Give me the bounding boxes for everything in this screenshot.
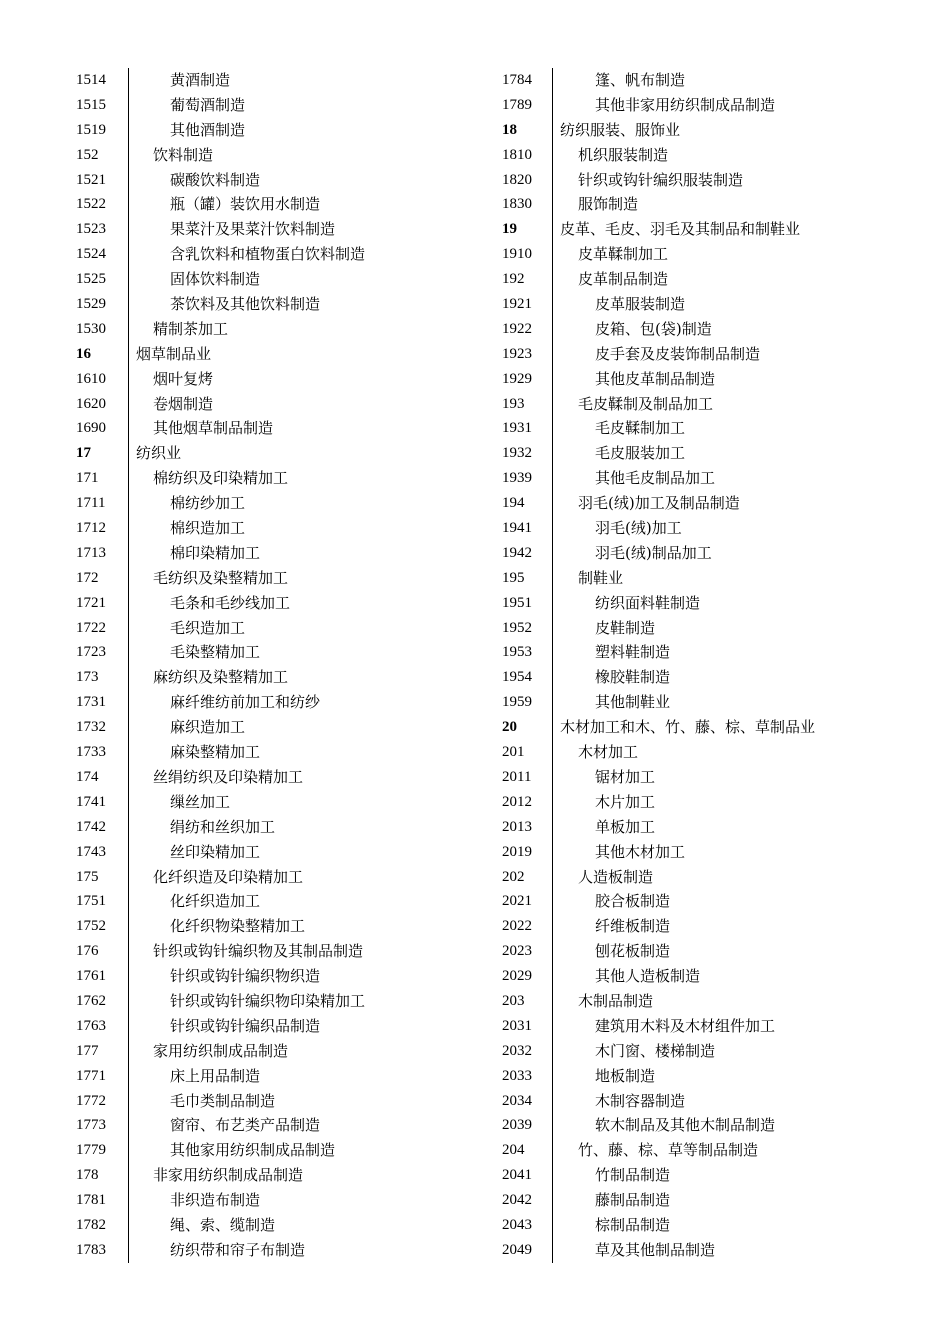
table-row: [70, 690, 490, 715]
industry-name: 胶合板制造: [595, 892, 671, 911]
industry-code: 1921: [502, 296, 532, 313]
industry-code: 195: [502, 569, 525, 586]
table-row: [496, 1089, 916, 1114]
table-row: [496, 516, 916, 541]
industry-name: 棉纺织及印染精加工: [153, 469, 289, 488]
industry-name: 烟草制品业: [136, 344, 212, 363]
table-row: [70, 118, 490, 143]
table-row: [496, 1238, 916, 1263]
industry-name: 绢纺和丝织加工: [170, 817, 276, 836]
industry-name: 皮革服装制造: [595, 295, 686, 314]
industry-code: 1763: [76, 1017, 106, 1034]
industry-name: 锯材加工: [595, 767, 656, 786]
industry-name: 烟叶复烤: [153, 369, 214, 388]
industry-code: 202: [502, 868, 525, 885]
industry-code: 1952: [502, 619, 532, 636]
industry-code: 1959: [502, 694, 532, 711]
table-row: [70, 242, 490, 267]
industry-code: 178: [76, 1167, 99, 1184]
industry-name: 皮箱、包(袋)制造: [595, 319, 712, 338]
table-row: [70, 1138, 490, 1163]
industry-code: 1721: [76, 594, 106, 611]
industry-name: 棕制品制造: [595, 1215, 671, 1234]
industry-code: 1711: [76, 495, 106, 512]
industry-code: 1514: [76, 72, 106, 88]
industry-code: 1741: [76, 793, 106, 810]
industry-name: 茶饮料及其他饮料制造: [170, 295, 321, 314]
industry-code: 171: [76, 470, 99, 487]
table-row: [70, 267, 490, 292]
industry-code: 1941: [502, 520, 532, 537]
industry-code: 176: [76, 943, 99, 960]
table-row: [496, 616, 916, 641]
industry-name: 绳、索、缆制造: [170, 1215, 276, 1234]
table-row: [70, 1014, 490, 1039]
table-row: [496, 342, 916, 367]
industry-name: 麻染整精加工: [170, 743, 261, 762]
industry-code: 1525: [76, 271, 106, 288]
industry-code: 2043: [502, 1216, 532, 1233]
industry-name: 木门窗、楼梯制造: [595, 1041, 716, 1060]
industry-code: 1810: [502, 146, 532, 163]
industry-name: 其他制鞋业: [595, 693, 671, 712]
industry-name: 纺织面料鞋制造: [595, 593, 701, 612]
table-row: [70, 591, 490, 616]
industry-name: 木材加工: [578, 743, 639, 762]
industry-code: 2019: [502, 843, 532, 860]
industry-code: 16: [76, 345, 91, 362]
table-row: [70, 640, 490, 665]
table-row: [70, 143, 490, 168]
industry-code: 201: [502, 744, 525, 761]
industry-code: 173: [76, 669, 99, 686]
industry-name: 化纤织造及印染精加工: [153, 867, 304, 886]
table-row: [70, 939, 490, 964]
industry-code: 2049: [502, 1241, 532, 1258]
industry-name: 皮革、毛皮、羽毛及其制品和制鞋业: [560, 220, 801, 239]
industry-code: 1910: [502, 246, 532, 263]
table-row: [70, 790, 490, 815]
industry-code: 1743: [76, 843, 106, 860]
table-row: [496, 964, 916, 989]
industry-code: 152: [76, 146, 99, 163]
industry-code: 1951: [502, 594, 532, 611]
industry-name: 麻织造加工: [170, 718, 246, 737]
table-row: [496, 989, 916, 1014]
table-row: [70, 491, 490, 516]
industry-code: 1781: [76, 1192, 106, 1209]
industry-name: 丝绢纺织及印染精加工: [153, 767, 304, 786]
industry-code: 1942: [502, 544, 532, 561]
industry-name: 羽毛(绒)加工: [595, 519, 682, 538]
industry-name: 纺织带和帘子布制造: [170, 1240, 306, 1259]
industry-code: 1732: [76, 719, 106, 736]
right-rows: [496, 68, 916, 1263]
industry-code: 2021: [502, 893, 532, 910]
industry-name: 饮料制造: [153, 145, 214, 164]
industry-name: 服饰制造: [578, 195, 639, 214]
table-row: [496, 466, 916, 491]
industry-name: 毛皮鞣制加工: [595, 419, 686, 438]
industry-code: 1690: [76, 420, 106, 437]
table-row: [70, 1064, 490, 1089]
industry-code: 1830: [502, 196, 532, 213]
industry-name: 人造板制造: [578, 867, 654, 886]
table-row: [496, 217, 916, 242]
industry-code: 2041: [502, 1167, 532, 1184]
industry-code: 1713: [76, 544, 106, 561]
table-row: [496, 416, 916, 441]
industry-name: 针织或钩针编织服装制造: [578, 170, 744, 189]
industry-code: 1530: [76, 320, 106, 337]
industry-name: 麻纤维纺前加工和纺纱: [170, 693, 321, 712]
industry-name: 卷烟制造: [153, 394, 214, 413]
industry-name: 竹制品制造: [595, 1166, 671, 1185]
industry-code: 1954: [502, 669, 532, 686]
industry-code: 1742: [76, 818, 106, 835]
industry-code: 1523: [76, 221, 106, 238]
industry-code: 1820: [502, 171, 532, 188]
table-row: [496, 889, 916, 914]
industry-code: 1722: [76, 619, 106, 636]
industry-code: 2031: [502, 1017, 532, 1034]
industry-code: 1931: [502, 420, 532, 437]
industry-code: 2029: [502, 968, 532, 985]
industry-name: 化纤织物染整精加工: [170, 917, 306, 936]
table-row: [496, 790, 916, 815]
table-row: [70, 1113, 490, 1138]
industry-code: 2042: [502, 1192, 532, 1209]
industry-name: 固体饮料制造: [170, 270, 261, 289]
industry-code: 1782: [76, 1216, 106, 1233]
table-row: [496, 765, 916, 790]
table-row: [70, 541, 490, 566]
industry-code: 1529: [76, 296, 106, 313]
industry-name: 纤维板制造: [595, 917, 671, 936]
industry-name: 碳酸饮料制造: [170, 170, 261, 189]
industry-name: 窗帘、布艺类产品制造: [170, 1116, 321, 1135]
industry-name: 皮革鞣制加工: [578, 245, 669, 264]
table-row: [496, 815, 916, 840]
table-row: [496, 566, 916, 591]
industry-code: 193: [502, 395, 525, 412]
industry-code: 1519: [76, 121, 106, 138]
industry-name: 木片加工: [595, 792, 656, 811]
industry-name: 纺织业: [136, 444, 182, 463]
table-row: [496, 740, 916, 765]
industry-code: 18: [502, 121, 517, 138]
industry-name: 毛染整精加工: [170, 643, 261, 662]
industry-name: 皮革制品制造: [578, 270, 669, 289]
industry-name: 其他皮革制品制造: [595, 369, 716, 388]
industry-name: 家用纺织制成品制造: [153, 1041, 289, 1060]
table-row: [70, 93, 490, 118]
table-row: [496, 690, 916, 715]
industry-code: 2013: [502, 818, 532, 835]
table-row: [70, 964, 490, 989]
industry-code: 1939: [502, 470, 532, 487]
industry-code: 1723: [76, 644, 106, 661]
table-row: [70, 865, 490, 890]
industry-code: 2012: [502, 793, 532, 810]
industry-code: 2039: [502, 1117, 532, 1134]
industry-code: 1521: [76, 171, 106, 188]
industry-code: 194: [502, 495, 525, 512]
table-row: [70, 416, 490, 441]
table-row: [70, 516, 490, 541]
industry-code: 1751: [76, 893, 106, 910]
industry-name: 机织服装制造: [578, 145, 669, 164]
table-row: [496, 591, 916, 616]
industry-name: 精制茶加工: [153, 319, 229, 338]
table-row: [70, 466, 490, 491]
table-row: [70, 217, 490, 242]
industry-name: 果菜汁及果菜汁饮料制造: [170, 220, 336, 239]
industry-code: 177: [76, 1042, 99, 1059]
industry-name: 床上用品制造: [170, 1066, 261, 1085]
table-row: [70, 740, 490, 765]
industry-code: 1515: [76, 96, 106, 113]
table-row: [496, 715, 916, 740]
industry-code: 1733: [76, 744, 106, 761]
industry-name: 其他毛皮制品加工: [595, 469, 716, 488]
table-row: [70, 292, 490, 317]
table-row: [496, 1014, 916, 1039]
industry-name: 毛皮鞣制及制品加工: [578, 394, 714, 413]
industry-name: 毛织造加工: [170, 618, 246, 637]
table-row: [496, 1064, 916, 1089]
table-row: [70, 392, 490, 417]
industry-code: 19: [502, 221, 517, 238]
table-row: [496, 840, 916, 865]
industry-name: 藤制品制造: [595, 1191, 671, 1210]
industry-name: 针织或钩针编织物及其制品制造: [153, 942, 364, 961]
table-row: [496, 317, 916, 342]
industry-code: 20: [502, 719, 517, 736]
industry-code: 172: [76, 569, 99, 586]
industry-name: 竹、藤、棕、草等制品制造: [578, 1141, 759, 1160]
industry-code: 2023: [502, 943, 532, 960]
industry-name: 棉印染精加工: [170, 543, 261, 562]
industry-name: 其他烟草制品制造: [153, 419, 274, 438]
industry-code: 192: [502, 271, 525, 288]
table-row: [70, 1213, 490, 1238]
industry-name: 其他酒制造: [170, 120, 246, 139]
industry-name: 篷、帆布制造: [595, 71, 686, 89]
industry-name: 皮鞋制造: [595, 618, 656, 637]
table-row: [496, 118, 916, 143]
industry-name: 羽毛(绒)加工及制品制造: [578, 494, 740, 513]
table-row: [496, 441, 916, 466]
table-row: [70, 889, 490, 914]
table-row: [496, 93, 916, 118]
industry-name: 单板加工: [595, 817, 656, 836]
industry-name: 刨花板制造: [595, 942, 671, 961]
industry-code: 1922: [502, 320, 532, 337]
industry-name: 地板制造: [595, 1066, 656, 1085]
industry-code: 1731: [76, 694, 106, 711]
industry-name: 其他木材加工: [595, 842, 686, 861]
industry-name: 棉纺纱加工: [170, 494, 246, 513]
table-row: [70, 342, 490, 367]
industry-code: 1953: [502, 644, 532, 661]
industry-name: 木材加工和木、竹、藤、棕、草制品业: [560, 718, 816, 737]
industry-code: 2034: [502, 1092, 532, 1109]
table-row: [496, 292, 916, 317]
table-row: [496, 1138, 916, 1163]
table-row: [496, 392, 916, 417]
table-row: [496, 1188, 916, 1213]
industry-name: 针织或钩针编织品制造: [170, 1016, 321, 1035]
table-row: [496, 491, 916, 516]
industry-code: 1610: [76, 370, 106, 387]
left-column: [70, 68, 490, 1263]
industry-name: 棉织造加工: [170, 519, 246, 538]
table-row: [496, 143, 916, 168]
industry-code: 1932: [502, 445, 532, 462]
industry-code: 2032: [502, 1042, 532, 1059]
table-row: [70, 616, 490, 641]
table-row: [70, 441, 490, 466]
industry-code: 1752: [76, 918, 106, 935]
table-row: [496, 640, 916, 665]
table-row: [70, 914, 490, 939]
industry-name: 非家用纺织制成品制造: [153, 1166, 304, 1185]
industry-name: 黄酒制造: [170, 71, 231, 89]
table-row: [496, 68, 916, 93]
table-row: [496, 541, 916, 566]
industry-code: 204: [502, 1142, 525, 1159]
industry-code: 1762: [76, 992, 106, 1009]
industry-name: 软木制品及其他木制品制造: [595, 1116, 776, 1135]
table-row: [70, 1188, 490, 1213]
table-row: [70, 1089, 490, 1114]
industry-name: 其他家用纺织制成品制造: [170, 1141, 336, 1160]
industry-name: 木制品制造: [578, 991, 654, 1010]
industry-name: 建筑用木料及木材组件加工: [595, 1016, 776, 1035]
industry-code: 1779: [76, 1142, 106, 1159]
table-row: [496, 865, 916, 890]
industry-code: 174: [76, 768, 99, 785]
industry-code: 1712: [76, 520, 106, 537]
industry-code: 2033: [502, 1067, 532, 1084]
industry-code: 1771: [76, 1067, 106, 1084]
industry-code: 1929: [502, 370, 532, 387]
table-row: [70, 317, 490, 342]
industry-name: 麻纺织及染整精加工: [153, 668, 289, 687]
industry-name: 制鞋业: [578, 568, 624, 587]
table-row: [496, 1163, 916, 1188]
industry-name: 缫丝加工: [170, 792, 231, 811]
industry-name: 其他人造板制造: [595, 967, 701, 986]
industry-code: 1789: [502, 96, 532, 113]
industry-code: 1522: [76, 196, 106, 213]
table-row: [70, 715, 490, 740]
industry-code: 1761: [76, 968, 106, 985]
industry-name: 含乳饮料和植物蛋白饮料制造: [170, 245, 366, 264]
table-row: [70, 168, 490, 193]
industry-code: 203: [502, 992, 525, 1009]
industry-name: 橡胶鞋制造: [595, 668, 671, 687]
table-row: [496, 1213, 916, 1238]
industry-name: 草及其他制品制造: [595, 1240, 716, 1259]
table-row: [70, 815, 490, 840]
industry-code: 175: [76, 868, 99, 885]
industry-name: 毛巾类制品制造: [170, 1091, 276, 1110]
table-row: [70, 566, 490, 591]
table-row: [496, 168, 916, 193]
table-row: [70, 989, 490, 1014]
industry-code: 1620: [76, 395, 106, 412]
right-column: [496, 68, 916, 1263]
table-row: [70, 1163, 490, 1188]
table-row: [70, 840, 490, 865]
table-row: [496, 665, 916, 690]
industry-name: 针织或钩针编织物印染精加工: [170, 991, 366, 1010]
industry-code: 1923: [502, 345, 532, 362]
table-row: [496, 1113, 916, 1138]
industry-code: 1772: [76, 1092, 106, 1109]
table-row: [70, 665, 490, 690]
table-row: [496, 1039, 916, 1064]
industry-name: 非织造布制造: [170, 1191, 261, 1210]
industry-code: 2011: [502, 768, 532, 785]
industry-name: 羽毛(绒)制品加工: [595, 543, 712, 562]
industry-name: 毛纺织及染整精加工: [153, 568, 289, 587]
industry-code: 1784: [502, 72, 532, 88]
industry-code: 1524: [76, 246, 106, 263]
industry-code: 17: [76, 445, 91, 462]
table-row: [496, 367, 916, 392]
industry-name: 塑料鞋制造: [595, 643, 671, 662]
industry-name: 纺织服装、服饰业: [560, 120, 681, 139]
table-row: [70, 765, 490, 790]
table-row: [70, 1238, 490, 1263]
table-row: [70, 367, 490, 392]
table-row: [496, 192, 916, 217]
industry-name: 葡萄酒制造: [170, 95, 246, 114]
industry-code: 1773: [76, 1117, 106, 1134]
industry-code: 2022: [502, 918, 532, 935]
industry-name: 其他非家用纺织制成品制造: [595, 95, 776, 114]
industry-name: 瓶（罐）装饮用水制造: [170, 195, 321, 214]
table-row: [496, 914, 916, 939]
industry-name: 针织或钩针编织物织造: [170, 967, 321, 986]
industry-name: 皮手套及皮装饰制品制造: [595, 344, 761, 363]
table-row: [496, 242, 916, 267]
industry-name: 毛皮服装加工: [595, 444, 686, 463]
table-row: [496, 267, 916, 292]
industry-name: 丝印染精加工: [170, 842, 261, 861]
industry-name: 化纤织造加工: [170, 892, 261, 911]
table-row: [70, 192, 490, 217]
table-row: [70, 68, 490, 93]
industry-name: 毛条和毛纱线加工: [170, 593, 291, 612]
industry-code: 1783: [76, 1241, 106, 1258]
table-row: [70, 1039, 490, 1064]
table-row: [496, 939, 916, 964]
industry-name: 木制容器制造: [595, 1091, 686, 1110]
left-rows: [70, 68, 490, 1263]
